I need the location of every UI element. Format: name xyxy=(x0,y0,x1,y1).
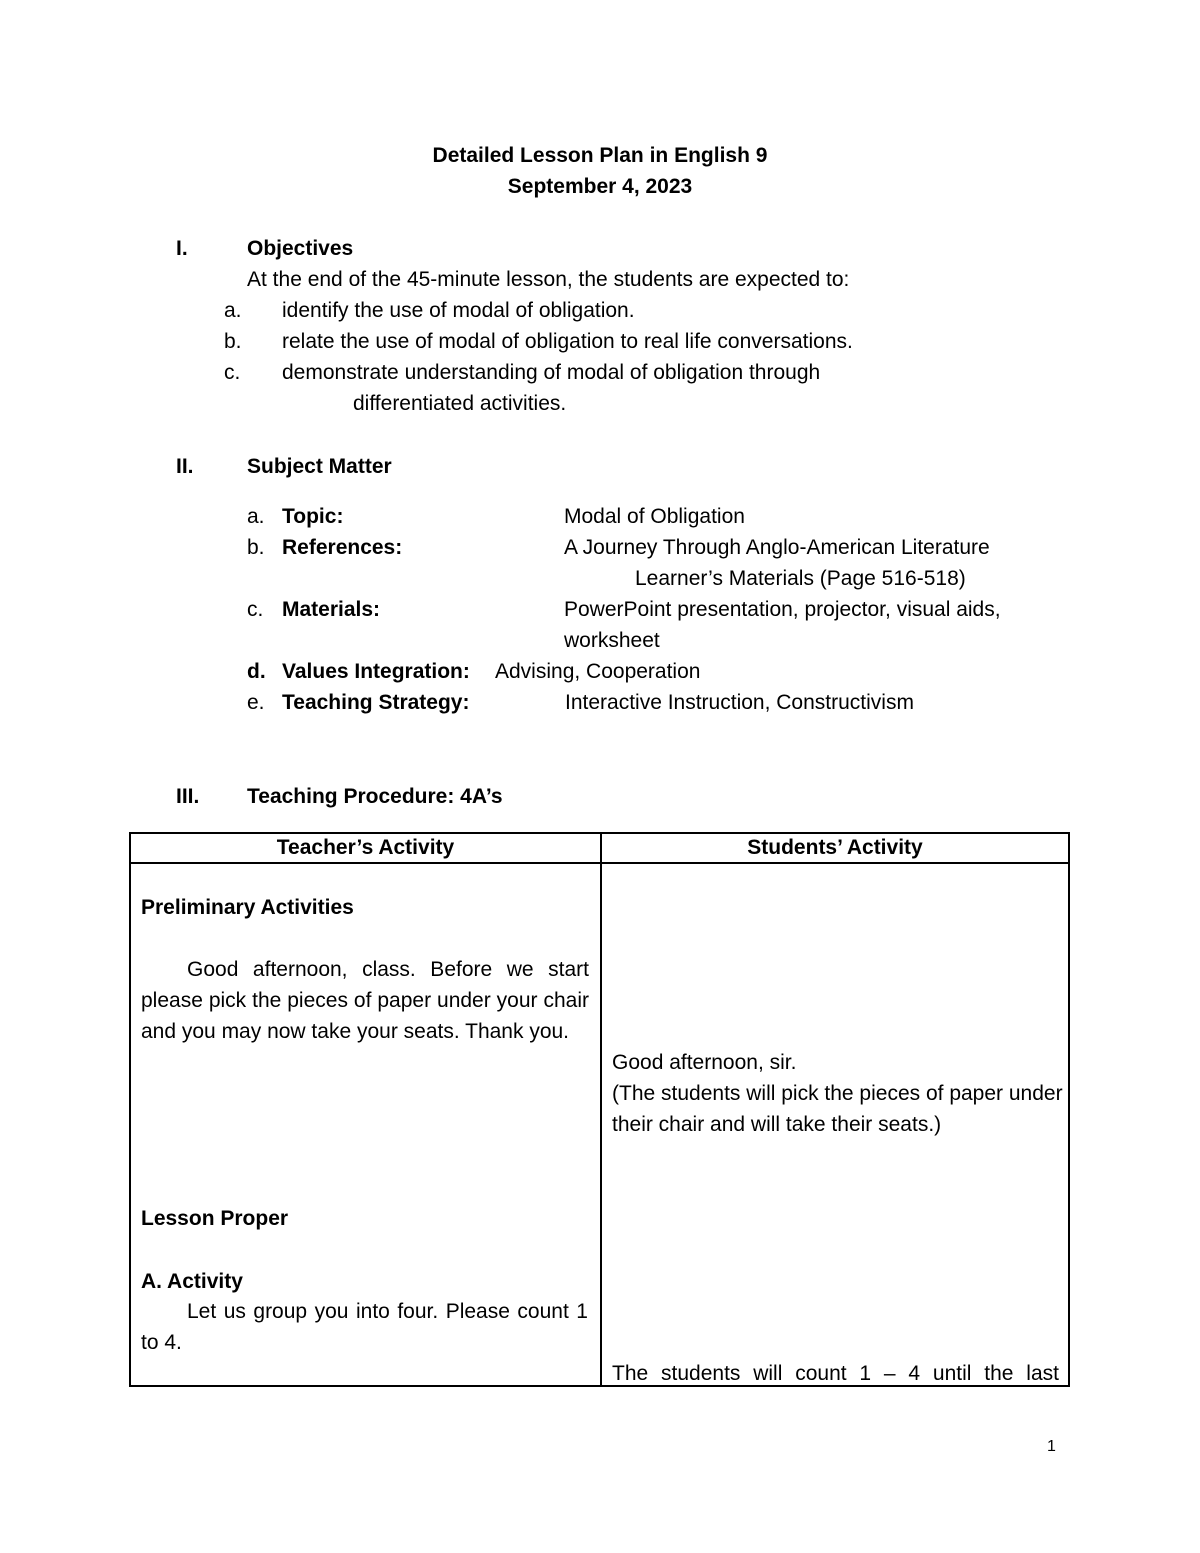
table-header-divider xyxy=(131,862,1068,864)
table-header-students: Students’ Activity xyxy=(747,836,923,859)
objective-marker: c. xyxy=(224,361,241,384)
procedure-heading: Teaching Procedure: 4A’s xyxy=(247,785,503,808)
subject-marker: b. xyxy=(247,536,265,559)
page-number: 1 xyxy=(1047,1438,1056,1455)
objective-marker: a. xyxy=(224,299,242,322)
teacher-greeting: Good afternoon, class. Before we start please pick the pieces of paper under your chair and you may now take your seats. Thank you. xyxy=(141,958,589,1043)
subject-value-references-continued: Learner’s Materials (Page 516-518) xyxy=(635,567,966,590)
student-count-text: The students will count 1 – 4 until the last xyxy=(612,1362,1059,1385)
subject-value-materials: PowerPoint presentation, projector, visual aids, xyxy=(564,598,1001,621)
procedure-numeral: III. xyxy=(176,785,200,808)
lesson-proper-heading: Lesson Proper xyxy=(141,1207,289,1230)
objective-item: identify the use of modal of obligation. xyxy=(282,299,635,322)
subject-marker: e. xyxy=(247,691,265,714)
objectives-numeral: I. xyxy=(176,237,188,260)
objectives-heading: Objectives xyxy=(247,237,354,260)
document-title: Detailed Lesson Plan in English 9 xyxy=(432,144,768,167)
subject-value-values: Advising, Cooperation xyxy=(495,660,701,683)
objective-item: demonstrate understanding of modal of obligation through xyxy=(282,361,821,384)
objective-marker: b. xyxy=(224,330,242,353)
subject-value-topic: Modal of Obligation xyxy=(564,505,745,528)
subject-value-references: A Journey Through Anglo-American Literature xyxy=(564,536,990,559)
procedure-table xyxy=(129,832,1070,1387)
subject-marker: c. xyxy=(247,598,264,621)
objectives-intro: At the end of the 45-minute lesson, the students are expected to: xyxy=(247,268,850,291)
subject-value-strategy: Interactive Instruction, Constructivism xyxy=(565,691,914,714)
subject-value-materials-continued: worksheet xyxy=(564,629,660,652)
preliminary-activities-heading: Preliminary Activities xyxy=(141,896,354,919)
subject-marker: d. xyxy=(247,660,266,683)
objective-item: relate the use of modal of obligation to real life conversations. xyxy=(282,330,853,353)
subject-marker: a. xyxy=(247,505,265,528)
table-header-teacher: Teacher’s Activity xyxy=(276,836,455,859)
document-date: September 4, 2023 xyxy=(507,175,693,198)
activity-instruction: Let us group you into four. Please count 1 to 4. xyxy=(141,1300,588,1354)
objective-item-continued: differentiated activities. xyxy=(353,392,567,415)
subject-label-materials: Materials: xyxy=(282,598,381,621)
table-column-divider xyxy=(600,834,602,1385)
subject-label-strategy: Teaching Strategy: xyxy=(282,691,470,714)
subject-matter-heading: Subject Matter xyxy=(247,455,392,478)
subject-label-values: Values Integration: xyxy=(282,660,470,683)
student-greeting-reply: Good afternoon, sir. xyxy=(612,1051,797,1074)
subject-label-topic: Topic: xyxy=(282,505,344,528)
subject-label-references: References: xyxy=(282,536,403,559)
activity-heading: A. Activity xyxy=(141,1270,243,1293)
subject-matter-numeral: II. xyxy=(176,455,194,478)
student-greeting-action: (The students will pick the pieces of paper under their chair and will take their seats.) xyxy=(612,1082,1063,1136)
